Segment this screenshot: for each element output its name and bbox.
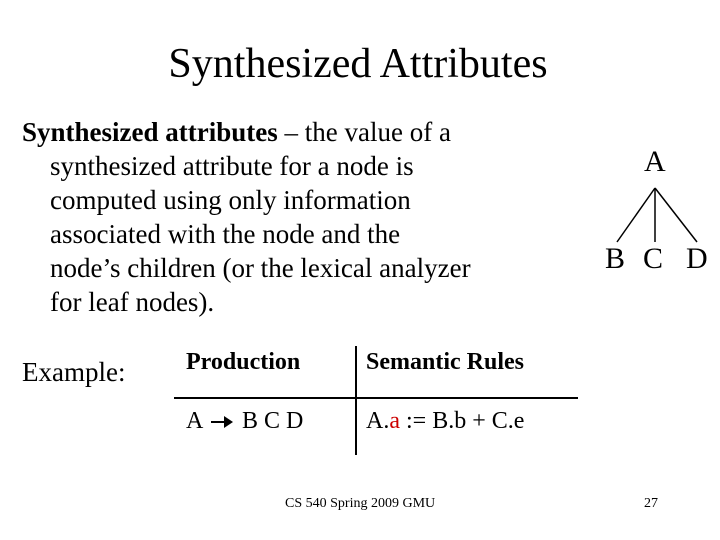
- rule-prefix: A.: [366, 408, 390, 434]
- definition-line-5: node’s children (or the lexical analyzer: [50, 253, 471, 283]
- tree-node-child-1: B: [605, 242, 626, 275]
- definition-term: Synthesized attributes: [22, 117, 278, 147]
- tree-edge-a-d: [655, 188, 697, 242]
- footer-course: CS 540 Spring 2009 GMU: [285, 496, 436, 511]
- definition-line-2: synthesized attribute for a node is: [50, 151, 414, 181]
- tree-node-root: A: [644, 145, 666, 178]
- table-header-production: Production: [186, 349, 301, 375]
- semantic-rule-cell: [366, 405, 524, 437]
- example-label: Example:: [22, 357, 126, 387]
- footer-page-number: 27: [644, 496, 658, 511]
- definition-line-4: associated with the node and the: [50, 219, 401, 249]
- definition-line-1-rest: – the value of a: [277, 117, 451, 147]
- definition-line-6: for leaf nodes).: [50, 287, 215, 317]
- rule-suffix: := B.b + C.e: [400, 408, 525, 434]
- definition-line-1: [22, 115, 582, 149]
- rule-highlight-attribute: a: [389, 408, 400, 434]
- production-cell: [186, 405, 303, 437]
- slide-title: Synthesized Attributes: [168, 41, 548, 87]
- definition-line-3: computed using only information: [50, 185, 411, 215]
- production-rhs: B C D: [242, 408, 304, 434]
- table-header-semantic-rules: Semantic Rules: [366, 349, 524, 375]
- production-lhs: A: [186, 408, 203, 434]
- tree-node-child-3: D: [686, 242, 708, 275]
- definition-text: [22, 115, 582, 319]
- tree-edge-a-b: [617, 188, 655, 242]
- tree-node-child-2: C: [643, 242, 664, 275]
- right-arrow-icon: [210, 414, 234, 430]
